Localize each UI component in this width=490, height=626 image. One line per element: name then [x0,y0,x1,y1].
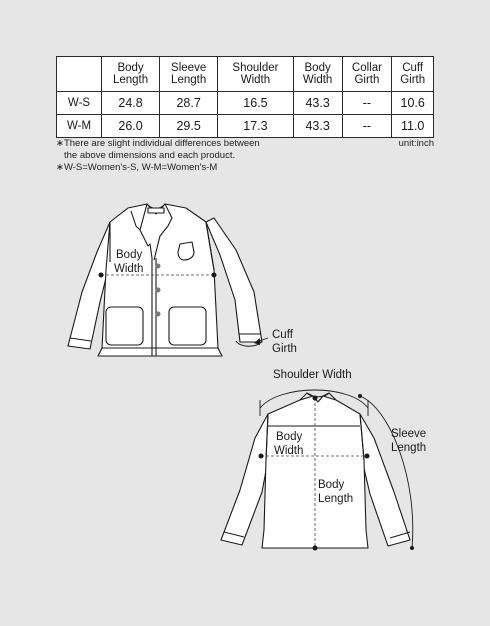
row-label-ws: W-S [57,92,102,115]
back-body-length-label-2: Length [318,493,354,505]
header-body-width: Body Width [293,57,342,92]
table-cell: 24.8 [102,92,160,115]
table-cell: 29.5 [160,115,218,138]
header-body-length: Body Length [102,57,160,92]
table-cell: 28.7 [160,92,218,115]
row-label-wm: W-M [57,115,102,138]
note-line-3: ∗W-S=Women's-S, W-M=Women's-M [56,162,218,173]
table-cell: -- [342,115,392,138]
front-body-width-label: Body [116,249,143,261]
back-body-width-label-2: Width [274,445,304,457]
front-body-width-label-2: Width [114,263,144,275]
table-cell: 10.6 [392,92,434,115]
table-cell: -- [342,92,392,115]
sleeve-length-label: Sleeve [391,428,427,440]
note-line-1: ∗There are slight individual differences between [56,138,260,149]
table-cell: 11.0 [392,115,434,138]
header-shoulder-width: Shoulder Width [218,57,294,92]
cuff-girth-label-2: Girth [272,343,297,355]
table-cell: 43.3 [293,92,342,115]
table-cell: 17.3 [218,115,294,138]
header-cuff-girth: Cuff Girth [392,57,434,92]
header-collar-girth: Collar Girth [342,57,392,92]
table-cell: 43.3 [293,115,342,138]
header-sleeve-length: Sleeve Length [160,57,218,92]
unit-label: unit:inch [398,138,434,149]
back-body-width-label: Body [276,431,303,443]
sleeve-length-label-2: Length [391,442,427,454]
table-cell: 16.5 [218,92,294,115]
note-line-2: the above dimensions and each product. [64,150,236,161]
cuff-girth-label: Cuff [272,329,293,341]
back-body-length-label: Body [318,479,345,491]
shoulder-width-label: Shoulder Width [273,369,352,381]
table-cell: 26.0 [102,115,160,138]
